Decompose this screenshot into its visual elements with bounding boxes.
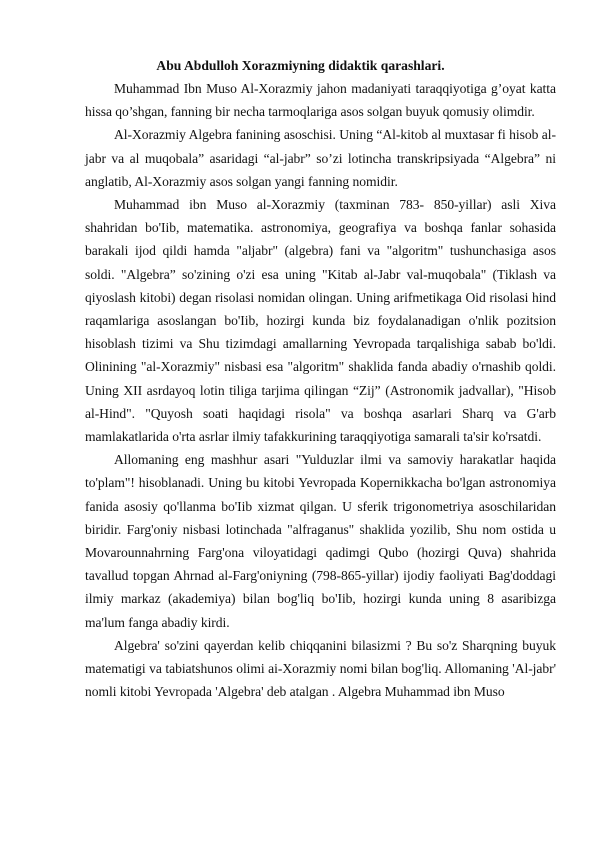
paragraph-intro: Muhammad Ibn Muso Al-Xorazmiy jahon madaniyati taraqqiyotiga g’oyat katta hissa qo’shgan, fanning bir necha tarmoqlariga asos solgan buyuk qomusiy olimdir.: [85, 81, 556, 120]
document-title: Abu Abdulloh Xorazmiyning didaktik qarashlari.: [156, 58, 445, 73]
paragraph-biography: Muhammad ibn Muso al-Xorazmiy (taxminan 783- 850-yillar) asli Xiva shahridan bo'Iib, matematika. astronomiya, geografiya va boshqa fanlar sohasida barakali ijod qildi hamda "aljabr" (algebra) fani va "algoritm" tushunchasiga asos soldi. "Algebra” so'zining o'zi esa uning "Kitab al-Jabr val-muqobala" (Tiklash va qiyoslash kitobi) degan risolasi nomidan olingan. Uning arifmetikaga Oid risolasi hind raqamlariga asoslangan bo'Iib, hozirgi kunda biz foydalanadigan o'nlik pozitsion hisoblash tizimi va Shu tizimdagi amallarning Yevropada tarqalishiga sabab bo'ldi. Olinining "al-Xorazmiy" nisbasi esa "algoritm" shaklida fanda abadiy o'rnashib qoldi. Uning XII asrdayoq lotin tiliga tarjima qilingan “Zij” (Astronomik jadvallar), "Hisob al-Hind". "Quyosh soati haqidagi risola" va boshqa asarlari Sharq va G'arb mamlakatlarida o'rta asrlar ilmiy tafakkurining taraqqiyotiga samarali ta'sir ko'rsatdi.: [85, 197, 556, 445]
paragraph-algebra-founder: Al-Xorazmiy Algebra fanining asoschisi. Uning “Al-kitob al muxtasar fi hisob al-jabr va al muqobala” asaridagi “al-jabr” so’zi lotincha transkripsiyada “Algebra” ni anglatib, Al-Xorazmiy asos solgan yangi fanning nomidir.: [85, 127, 556, 189]
paragraph-farghani: Allomaning eng mashhur asari "Yulduzlar ilmi va samoviy harakatlar haqida to'plam"! hisoblanadi. Uning bu kitobi Yevropada Kopernikkacha bo'lgan astronomiya fanida asosiy qo'llanma bo'Iib xizmat qilgan. U sferik trigonometriya asoschilaridan biridir. Farg'oniy nisbasi lotinchada "alfraganus" shaklida yozilib, Shu nom ostida u Movarounnahrning Farg'ona viloyatidagi qadimgi Qubo (hozirgi Quva) shahrida tavallud topgan Ahrnad al-Farg'oniyning (798-865-yillar) ijodiy faoliyati Bag'doddagi ilmiy markaz (akademiya) bilan bog'liq bo'Iib, hozirgi kunda uning 8 asaribizga ma'lum fanga abadiy kirdi.: [85, 452, 556, 630]
paragraph-algebra-origin: Algebra' so'zini qayerdan kelib chiqqanini bilasizmi ? Bu so'z Sharqning buyuk matematigi va tabiatshunos olimi ai-Xorazmiy nomi bilan bog'liq. Allomaning 'Al-jabr' nomli kitobi Yevropada 'Algebra' deb atalgan . Algebra Muhammad ibn Muso: [85, 637, 556, 700]
